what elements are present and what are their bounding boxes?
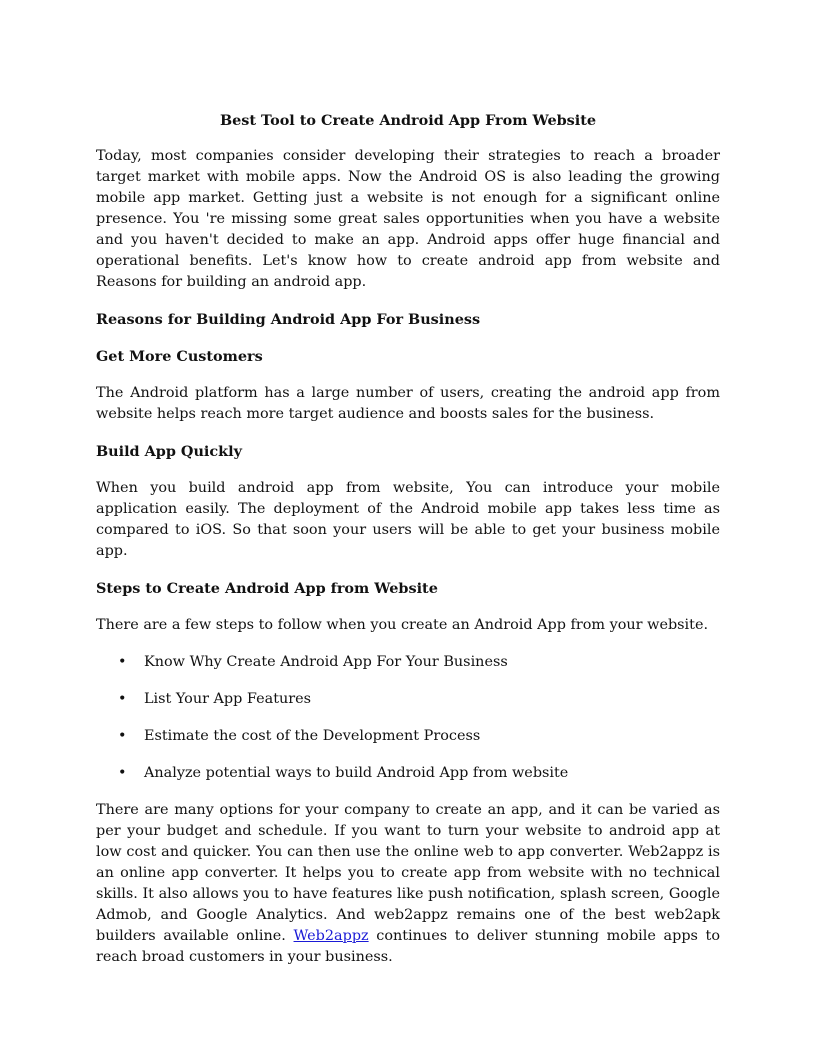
build-heading: Build App Quickly — [96, 443, 242, 460]
build-paragraph: When you build android app from website, You can introduce your mobile application easily. The deployment of the Android mobile app takes less time as compared to iOS. So that soon your users will be able to get your business mobile app. — [96, 480, 720, 559]
steps-list — [96, 652, 720, 784]
closing-text-after-link: continues to deliver stunning mobile apps to reach broad customers in your business. — [96, 928, 721, 965]
reasons-heading: Reasons for Building Android App For Business — [96, 311, 481, 328]
list-item: • List Your App Features — [96, 689, 720, 710]
steps-heading: Steps to Create Android App from Website — [96, 580, 438, 597]
customers-paragraph: The Android platform has a large number of users, creating the android app from website helps reach more target audience and boosts sales for the business. — [96, 385, 720, 422]
intro-paragraph: Today, most companies consider developing their strategies to reach a broader target market with mobile apps. Now the Android OS is also leading the growing mobile app market. Getting just a website is not enough for a significant online presence. You 're missing some great sales opportunities when you have a website and you haven't decided to make an app. Android apps offer huge financial and operational benefits. Let's know how to create android app from website and Reasons for building an android app. — [96, 148, 720, 290]
list-item: • Analyze potential ways to build Android App from website — [96, 763, 720, 784]
list-item: • Estimate the cost of the Development Process — [96, 726, 720, 747]
web2appz-link[interactable]: Web2appz — [293, 928, 369, 944]
list-item: • Know Why Create Android App For Your Business — [96, 652, 720, 673]
document-title: Best Tool to Create Android App From Website — [219, 112, 597, 129]
closing-paragraph — [96, 800, 720, 968]
document-page — [96, 108, 720, 984]
customers-heading: Get More Customers — [96, 348, 263, 365]
closing-text-before-link: There are many options for your company to create an app, and it can be varied as per your budget and schedule. If you want to turn your website to android app at low cost and quicker. You can then use the online web to app converter. Web2appz is an online app converter. It helps you to create app from website with no technical skills. It also allows you to have features like push notification, splash screen, Google Admob, and Google Analytics. And web2appz remains one of the best web2apk builders available online. — [96, 802, 720, 944]
steps-intro-paragraph: There are a few steps to follow when you create an Android App from your website. — [96, 617, 709, 633]
